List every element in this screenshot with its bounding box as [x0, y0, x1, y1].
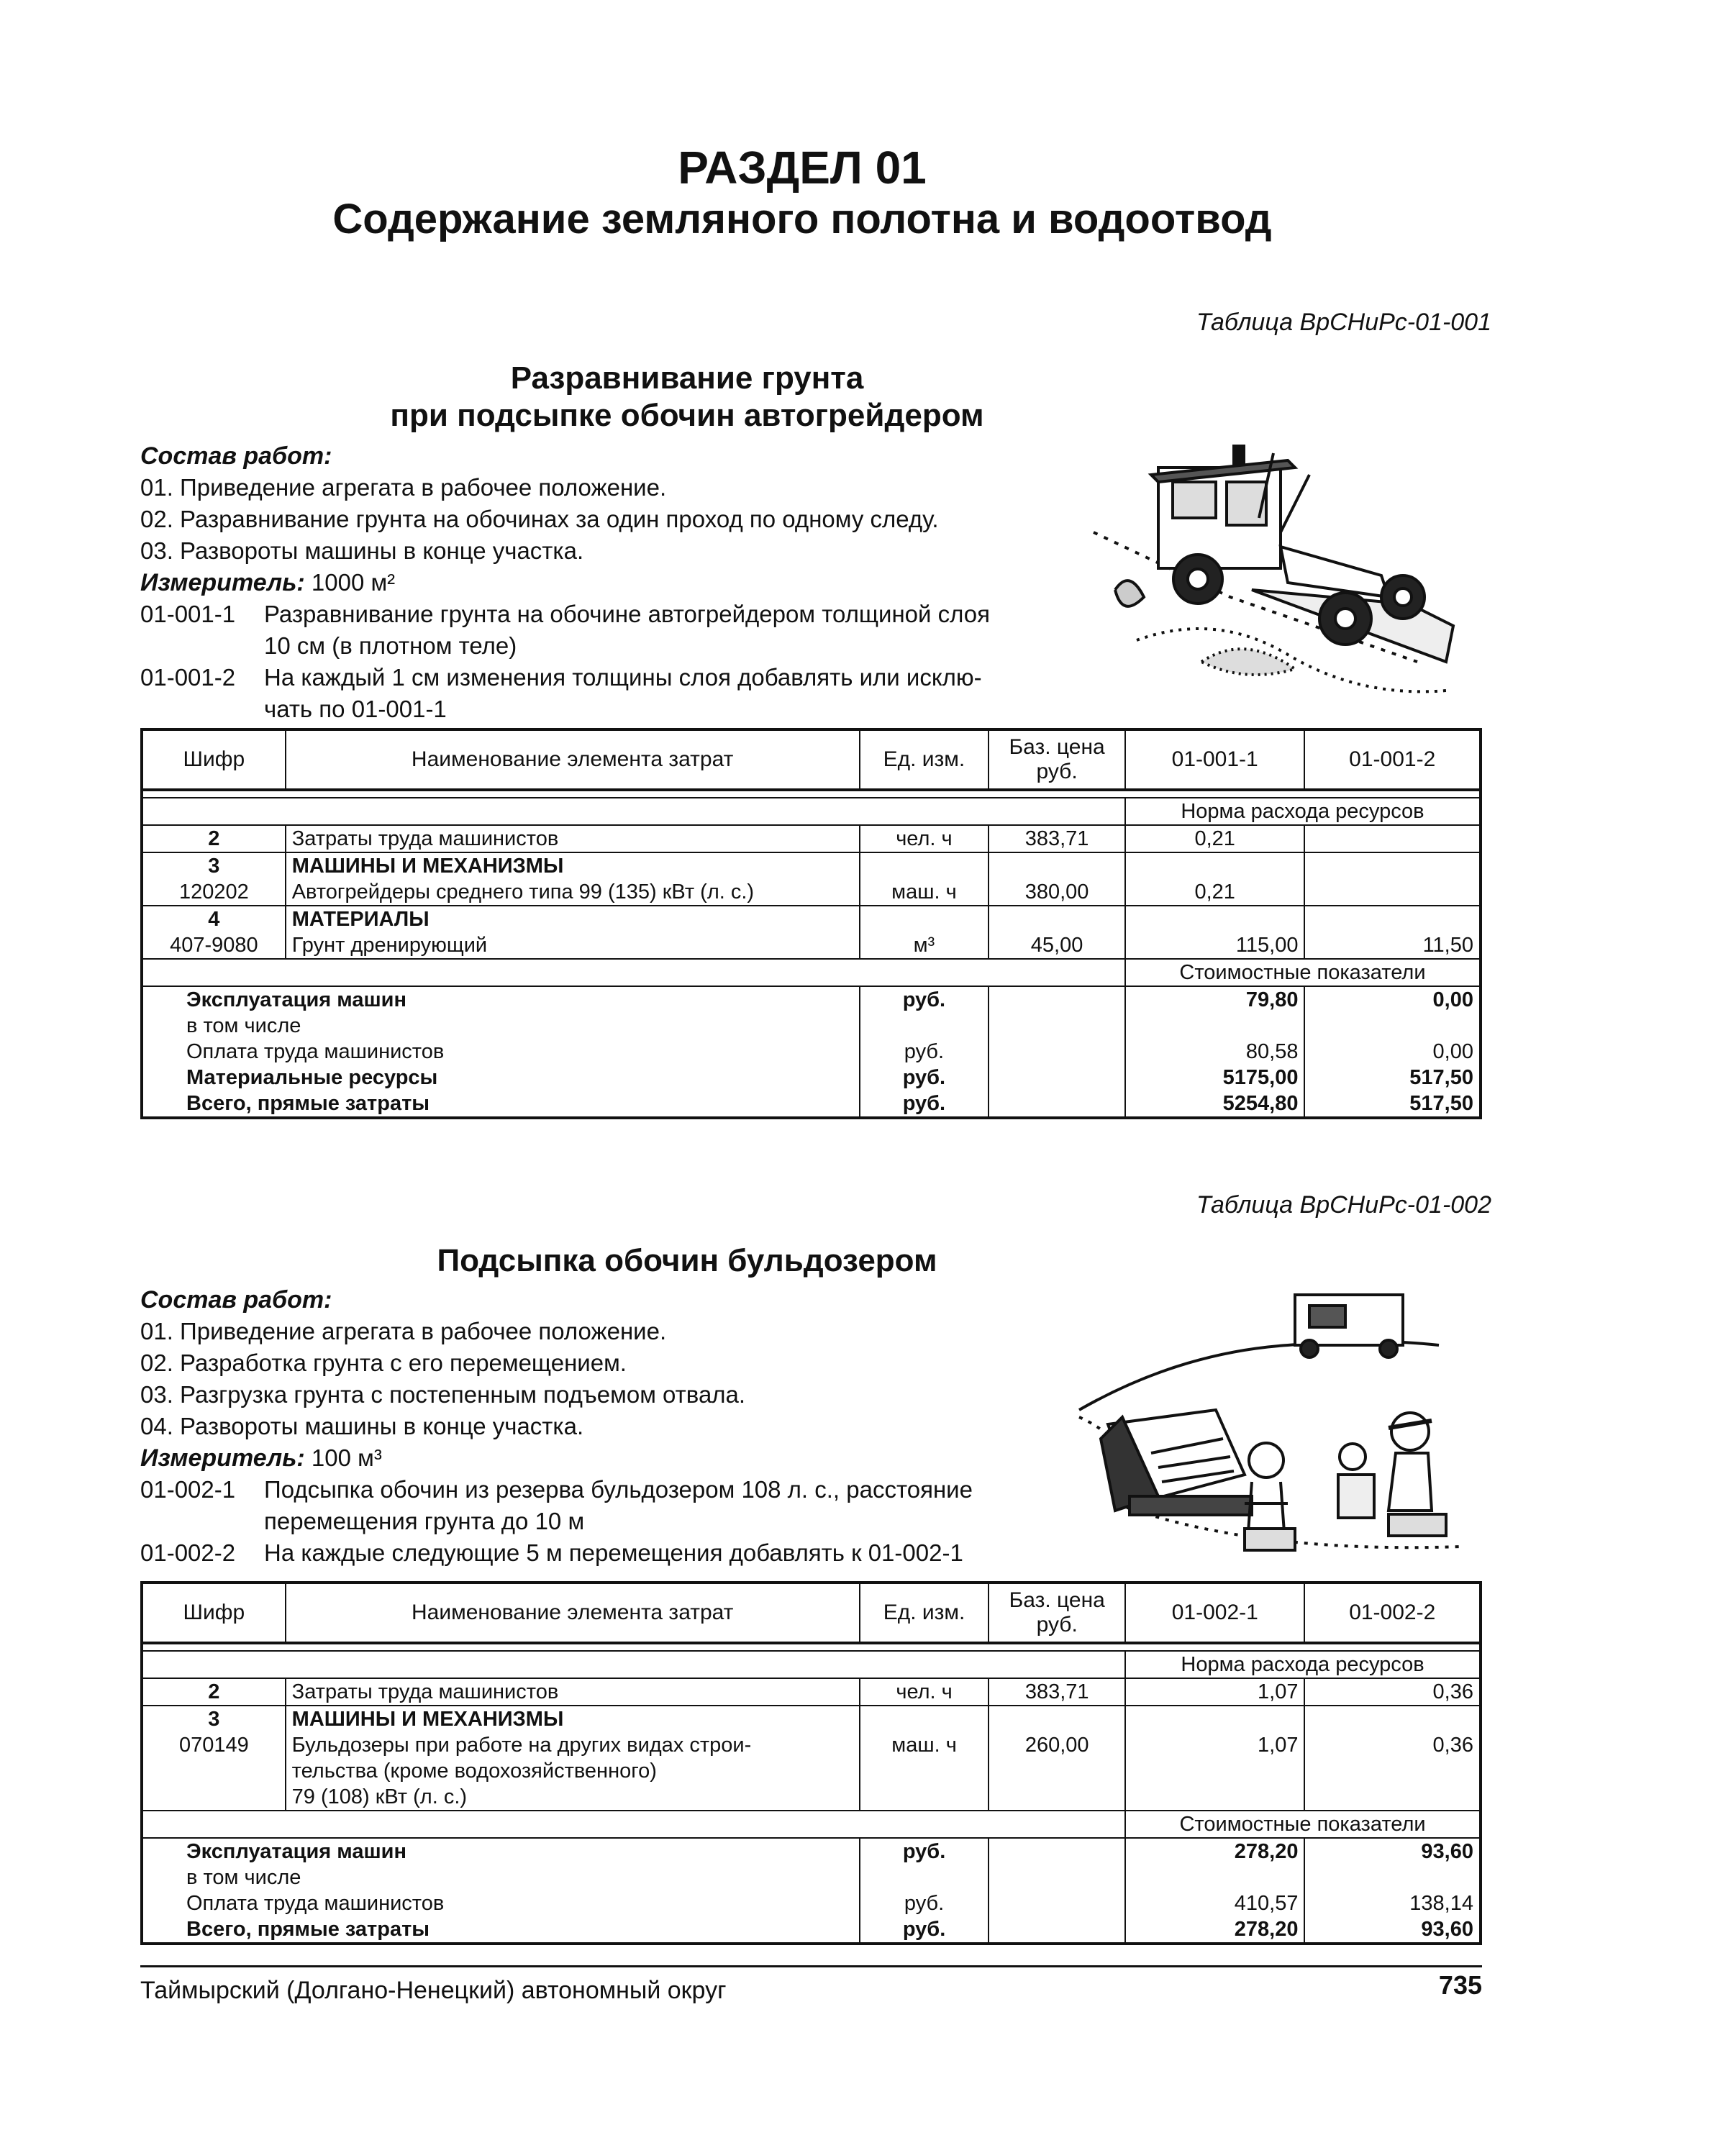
- cell-name: МАТЕРИАЛЫ: [286, 906, 860, 932]
- cost-name: Оплата труда машинистов: [142, 1039, 860, 1065]
- block-title-line: Разравнивание грунта: [510, 360, 864, 396]
- page-number: 735: [1438, 1970, 1482, 2000]
- cost-value-2: 0,00: [1304, 1039, 1481, 1065]
- meter-value: 100 м³: [311, 1444, 382, 1471]
- cost-row: [142, 1091, 1481, 1118]
- work-step: 02. Разработка грунта с его перемещением.: [140, 1349, 627, 1376]
- norm-item-code: 01-002-1: [140, 1476, 236, 1503]
- norm-item: [140, 598, 990, 662]
- cell-code: 070149: [142, 1732, 286, 1811]
- cost-value-2: 0,00: [1304, 986, 1481, 1013]
- cost-name: Всего, прямые затраты: [142, 1916, 860, 1944]
- cost-value-1: 410,57: [1125, 1890, 1304, 1916]
- col-header-unit: Ед. изм.: [860, 729, 989, 790]
- work-step: 01. Приведение агрегата в рабочее положение.: [140, 1318, 667, 1344]
- cost-value-1: 5175,00: [1125, 1065, 1305, 1091]
- norm-item-text: [264, 598, 990, 662]
- cost-value-2: 93,60: [1304, 1838, 1481, 1865]
- motor-grader-illustration: [1072, 424, 1475, 712]
- cost-label-row: [142, 1811, 1481, 1838]
- col-header-norm-1: 01-002-1: [1125, 1583, 1304, 1643]
- norm-item: [140, 1474, 973, 1537]
- cost-unit: руб.: [860, 1091, 989, 1118]
- col-header-unit: Ед. изм.: [860, 1583, 989, 1643]
- norm-label-row: [142, 1651, 1481, 1678]
- cell-code: 3: [142, 1706, 286, 1732]
- cost-row: [142, 1865, 1481, 1890]
- cell-name: МАШИНЫ И МЕХАНИЗМЫ: [286, 1706, 860, 1732]
- norm-item-text: [264, 1474, 973, 1537]
- cost-row: [142, 986, 1481, 1013]
- col-header-price: Баз. цена руб.: [989, 1583, 1125, 1643]
- cell-value-2: 11,50: [1304, 932, 1481, 959]
- cost-unit: руб.: [860, 1890, 989, 1916]
- cell-name-line: 79 (108) кВт (л. с.): [291, 1785, 468, 1808]
- norm-item-line: 10 см (в плотном теле): [264, 632, 517, 659]
- cost-name: в том числе: [142, 1865, 860, 1890]
- table-row: [142, 1706, 1481, 1732]
- norm-item: [140, 662, 990, 725]
- block-title: Подсыпка обочин бульдозером: [437, 1243, 937, 1278]
- table-row: [142, 879, 1481, 906]
- norm-item-code: 01-001-2: [140, 664, 236, 691]
- cost-unit: руб.: [860, 1838, 989, 1865]
- cell-name-line: тельства (кроме водохозяйственного): [291, 1760, 657, 1783]
- cost-value-2: 138,14: [1304, 1890, 1481, 1916]
- cost-value-1: 5254,80: [1125, 1091, 1305, 1118]
- col-header-name: Наименование элемента затрат: [286, 1583, 860, 1643]
- table-header-row: [142, 1583, 1481, 1643]
- meter-value: 1000 м²: [311, 569, 396, 596]
- table-row: [142, 825, 1481, 852]
- table-row: [142, 906, 1481, 932]
- table-ref: Таблица ВрСНиРс-01-001: [1196, 309, 1491, 336]
- section-title: РАЗДЕЛ 01: [678, 142, 927, 194]
- cost-name: Эксплуатация машин: [142, 986, 860, 1013]
- cost-unit: руб.: [860, 1065, 989, 1091]
- cell-value-2: [1304, 825, 1481, 852]
- spacer: [142, 790, 1481, 798]
- cost-label: Стоимостные показатели: [1125, 1811, 1481, 1838]
- meter-label: Измеритель:: [140, 1444, 305, 1472]
- norm-item-line: перемещения грунта до 10 м: [264, 1508, 585, 1534]
- cost-value-1: 79,80: [1125, 986, 1305, 1013]
- norm-item-line: чать по 01-001-1: [264, 696, 447, 722]
- norm-item-code: 01-002-2: [140, 1539, 236, 1566]
- resource-table-1: [140, 728, 1482, 1119]
- norm-item-text: На каждые следующие 5 м перемещения добавлять к 01-002-1: [264, 1539, 963, 1566]
- cell-code: 120202: [142, 879, 286, 906]
- cell-name: Автогрейдеры среднего типа 99 (135) кВт (л. с.): [286, 879, 860, 906]
- cell-code: 407-9080: [142, 932, 286, 959]
- cell-name-line: Бульдозеры при работе на других видах строи-: [291, 1734, 752, 1757]
- table-row: [142, 852, 1481, 879]
- cell-value-1: 1,07: [1125, 1678, 1304, 1706]
- meter: [140, 1442, 973, 1474]
- norm-label-row: [142, 798, 1481, 825]
- work-step: 04. Развороты машины в конце участка.: [140, 1413, 584, 1439]
- cell-name: Затраты труда машинистов: [286, 825, 860, 852]
- cost-row: [142, 1065, 1481, 1091]
- cell-name: МАШИНЫ И МЕХАНИЗМЫ: [286, 852, 860, 879]
- cell-unit: м³: [860, 932, 989, 959]
- work-step: 01. Приведение агрегата в рабочее положение.: [140, 474, 667, 501]
- cost-value-2: 93,60: [1304, 1916, 1481, 1944]
- col-header-norm-2: 01-001-2: [1304, 729, 1481, 790]
- work-description: [140, 440, 990, 725]
- cost-name: Оплата труда машинистов: [142, 1890, 860, 1916]
- spacer: [142, 1643, 1481, 1651]
- col-header-code: Шифр: [142, 729, 286, 790]
- cost-name: Всего, прямые затраты: [142, 1091, 860, 1118]
- norm-item-text: [264, 662, 982, 725]
- col-header-norm-1: 01-001-1: [1125, 729, 1305, 790]
- cost-row: [142, 1916, 1481, 1944]
- work-step: 03. Развороты машины в конце участка.: [140, 537, 584, 564]
- cost-name: Материальные ресурсы: [142, 1065, 860, 1091]
- col-header-norm-2: 01-002-2: [1304, 1583, 1481, 1643]
- table-header-row: [142, 729, 1481, 790]
- table-row: [142, 1678, 1481, 1706]
- norm-item-line: Подсыпка обочин из резерва бульдозером 108 л. с., расстояние: [264, 1476, 973, 1503]
- footer-rule: [140, 1965, 1482, 1967]
- col-header-price: Баз. цена руб.: [989, 729, 1125, 790]
- cost-row: [142, 1013, 1481, 1039]
- cell-value-2: 0,36: [1304, 1678, 1481, 1706]
- norm-item-code: 01-001-1: [140, 601, 236, 627]
- footer-region: Таймырский (Долгано-Ненецкий) автономный округ: [140, 1977, 727, 2004]
- cell-value-1: 115,00: [1125, 932, 1305, 959]
- cost-row: [142, 1890, 1481, 1916]
- cost-value-1: 80,58: [1125, 1039, 1305, 1065]
- cell-code: 2: [142, 825, 286, 852]
- cost-value-2: 517,50: [1304, 1065, 1481, 1091]
- work-step: 03. Разгрузка грунта с постепенным подъемом отвала.: [140, 1381, 746, 1408]
- table-ref: Таблица ВрСНиРс-01-002: [1196, 1191, 1491, 1219]
- norm-item-line: Разравнивание грунта на обочине автогрейдером толщиной слоя: [264, 601, 990, 627]
- works-label: Состав работ:: [140, 1286, 332, 1314]
- resource-table-2: [140, 1581, 1482, 1945]
- cost-label-row: [142, 959, 1481, 986]
- col-header-name: Наименование элемента затрат: [286, 729, 860, 790]
- cost-unit: руб.: [860, 986, 989, 1013]
- cell-code: 3: [142, 852, 286, 879]
- cost-value-1: 278,20: [1125, 1838, 1304, 1865]
- cost-row: [142, 1039, 1481, 1065]
- cell-price: 45,00: [989, 932, 1125, 959]
- cost-unit: руб.: [860, 1039, 989, 1065]
- cell-price: 383,71: [989, 825, 1125, 852]
- table-row: [142, 1732, 1481, 1811]
- cost-label: Стоимостные показатели: [1125, 959, 1481, 986]
- cell-name: Грунт дренирующий: [286, 932, 860, 959]
- works-label: Состав работ:: [140, 442, 332, 470]
- norm-label: Норма расхода ресурсов: [1125, 1651, 1481, 1678]
- meter: [140, 567, 990, 598]
- cell-code: 4: [142, 906, 286, 932]
- block-title-line: при подсыпке обочин автогрейдером: [390, 398, 984, 433]
- table-row: [142, 932, 1481, 959]
- cost-name: в том числе: [142, 1013, 860, 1039]
- cell-code: 2: [142, 1678, 286, 1706]
- col-header-code: Шифр: [142, 1583, 286, 1643]
- cell-price: 260,00: [989, 1732, 1125, 1811]
- cell-unit: маш. ч: [860, 879, 989, 906]
- cell-price: 383,71: [989, 1678, 1125, 1706]
- cell-unit: чел. ч: [860, 825, 989, 852]
- cell-value-1: 0,21: [1125, 879, 1305, 906]
- cell-price: 380,00: [989, 879, 1125, 906]
- work-step: 02. Разравнивание грунта на обочинах за один проход по одному следу.: [140, 506, 939, 532]
- cost-name: Эксплуатация машин: [142, 1838, 860, 1865]
- cell-value-2: 0,36: [1304, 1732, 1481, 1811]
- cost-value-1: 278,20: [1125, 1916, 1304, 1944]
- cost-row: [142, 1838, 1481, 1865]
- norm-label: Норма расхода ресурсов: [1125, 798, 1481, 825]
- meter-label: Измеритель:: [140, 569, 305, 596]
- cost-unit: руб.: [860, 1916, 989, 1944]
- cell-unit: маш. ч: [860, 1732, 989, 1811]
- cell-name: Затраты труда машинистов: [286, 1678, 860, 1706]
- section-subtitle: Содержание земляного полотна и водоотвод: [332, 196, 1272, 242]
- norm-item-line: На каждый 1 см изменения толщины слоя добавлять или исклю-: [264, 664, 982, 691]
- cell-unit: чел. ч: [860, 1678, 989, 1706]
- cell-name: [286, 1732, 860, 1811]
- norm-item: [140, 1537, 973, 1569]
- bulldozer-workers-illustration: [1072, 1266, 1475, 1561]
- cell-value-2: [1304, 879, 1481, 906]
- cell-value-1: 1,07: [1125, 1732, 1304, 1811]
- work-description: [140, 1284, 973, 1569]
- cost-value-2: 517,50: [1304, 1091, 1481, 1118]
- block-title: [237, 360, 1137, 434]
- cell-value-1: 0,21: [1125, 825, 1305, 852]
